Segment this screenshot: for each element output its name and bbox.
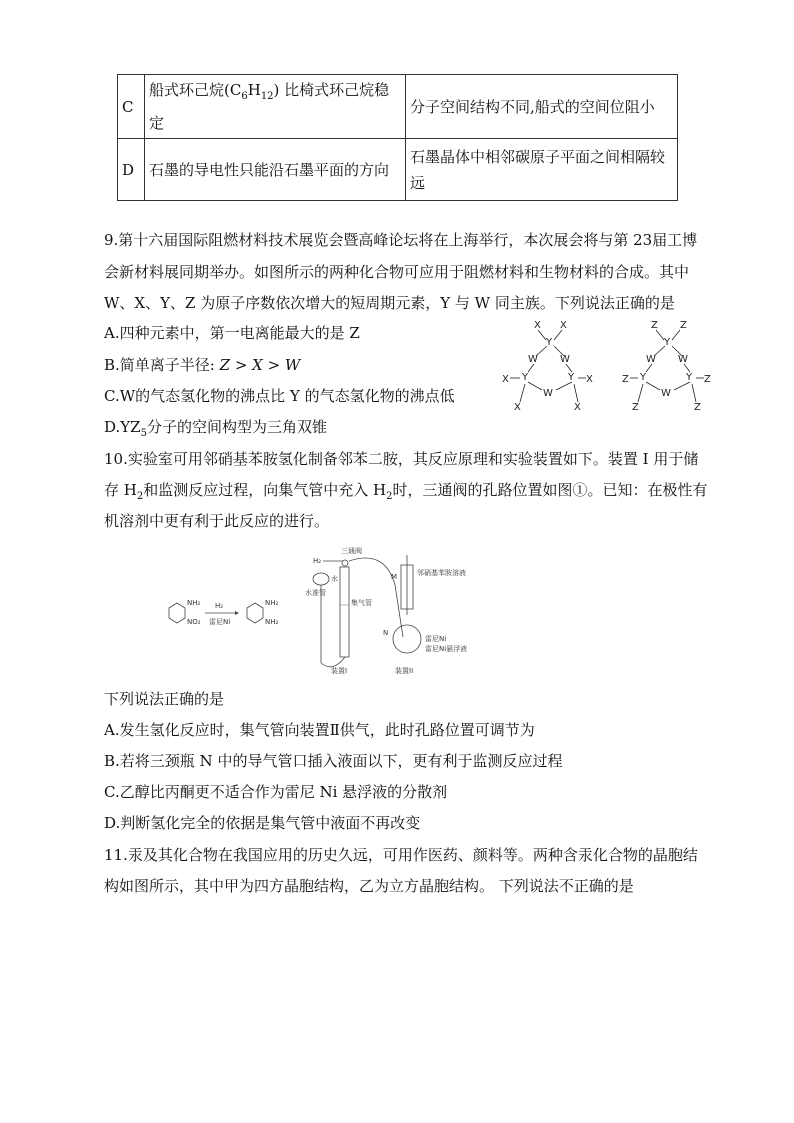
svg-text:雷尼Ni悬浮液: 雷尼Ni悬浮液 <box>425 645 468 653</box>
svg-text:X: X <box>586 374 593 385</box>
svg-text:W: W <box>661 388 671 399</box>
svg-text:水准管: 水准管 <box>305 589 326 597</box>
q11-stem-line: 11.汞及其化合物在我国应用的历史久远，可用作医药、颜料等。两种含汞化合物的晶胞结 <box>104 846 698 864</box>
svg-text:Z: Z <box>622 374 629 385</box>
device-1 <box>305 546 372 675</box>
svg-text:W: W <box>678 354 688 365</box>
svg-text:Y: Y <box>546 337 553 348</box>
q10-stem-line: 存 $H_2$和监测反应过程，向集气管中充入 $H_2$时，三通阀的孔路位置如图①。已知：在极性有 <box>104 481 708 502</box>
svg-text:NH₂: NH₂ <box>187 599 201 607</box>
q10-option-c: C.乙醇比丙酮更不适合作为雷尼 Ni 悬浮液的分散剂 <box>104 783 448 801</box>
svg-text:Y: Y <box>568 372 575 383</box>
svg-text:X: X <box>502 374 509 385</box>
q9-stem-line: 会新材料展同期举办。如图所示的两种化合物可应用于阻燃材料和生物材料的合成。其中 <box>104 263 690 281</box>
q9-option-b: B.简单离子半径: Z > X > W <box>104 356 301 374</box>
q9-option-a: A.四种元素中，第一电离能最大的是 Z <box>104 324 360 342</box>
device-2 <box>349 555 467 675</box>
svg-text:装置II: 装置II <box>395 667 414 675</box>
svg-text:N: N <box>383 629 389 637</box>
reaction-scheme <box>169 599 279 626</box>
svg-text:X: X <box>560 320 567 331</box>
option-key: C <box>118 75 145 139</box>
svg-text:Y: Y <box>664 337 671 348</box>
svg-text:水: 水 <box>331 575 338 583</box>
options-table <box>117 74 678 201</box>
svg-text:W: W <box>646 354 656 365</box>
svg-text:Y: Y <box>686 372 693 383</box>
svg-text:NH₂: NH₂ <box>265 599 279 607</box>
q11-stem-line: 构如图所示，其中甲为四方晶胞结构，乙为立方晶胞结构。 下列说法不正确的是 <box>104 877 634 895</box>
svg-text:Z: Z <box>632 402 639 413</box>
q9-stem-line: W、X、Y、Z 为原子序数依次增大的短周期元素，Y 与 W 同主族。下列说法正确的是 <box>104 294 675 312</box>
svg-text:装置I: 装置I <box>331 667 348 675</box>
molecule-1 <box>502 320 593 413</box>
svg-text:H₂: H₂ <box>215 602 224 610</box>
molecule-2 <box>622 320 711 413</box>
svg-text:X: X <box>574 402 581 413</box>
q10-stem-line: 机溶剂中更有利于此反应的进行。 <box>104 512 330 530</box>
svg-text:NH₂: NH₂ <box>265 618 279 626</box>
svg-text:H₂: H₂ <box>313 557 322 565</box>
q10-apparatus-figure <box>155 545 675 675</box>
option-statement: 船式环己烷$(C_6H_{12})$ 比椅式环己烷稳定 <box>145 75 406 139</box>
svg-text:Y: Y <box>522 372 529 383</box>
svg-text:Z: Z <box>704 374 711 385</box>
svg-text:Z: Z <box>651 320 658 331</box>
table-row <box>118 139 678 201</box>
svg-text:W: W <box>560 354 570 365</box>
q10-option-d: D.判断氢化完全的依据是集气管中液面不再改变 <box>104 814 421 832</box>
option-statement: 石墨的导电性只能沿石墨平面的方向 <box>145 139 406 201</box>
option-key: D <box>118 139 145 201</box>
q10-stem-line: 10.实验室可用邻硝基苯胺氢化制备邻苯二胺，其反应原理和实验装置如下。装置 I 用于储 <box>104 450 699 468</box>
svg-text:NO₂: NO₂ <box>187 618 201 626</box>
q9-structure-figure <box>498 318 718 418</box>
q9-stem-line: 9.第十六届国际阻燃材料技术展览会暨高峰论坛将在上海举行，本次展会将与第 23届工博 <box>104 231 698 249</box>
svg-text:X: X <box>534 320 541 331</box>
svg-text:雷尼Ni: 雷尼Ni <box>209 618 231 626</box>
svg-text:W: W <box>543 388 553 399</box>
svg-text:邻硝基苯胺溶液: 邻硝基苯胺溶液 <box>417 569 466 577</box>
svg-text:M: M <box>391 573 398 581</box>
svg-text:三通阀: 三通阀 <box>341 547 362 555</box>
svg-text:X: X <box>514 402 521 413</box>
svg-text:Z: Z <box>694 402 701 413</box>
option-reason: 分子空间结构不同,船式的空间位阻小 <box>406 75 678 139</box>
svg-text:雷尼Ni: 雷尼Ni <box>425 635 447 643</box>
svg-text:W: W <box>528 354 538 365</box>
svg-text:Z: Z <box>680 320 687 331</box>
q9-option-d: $D.YZ_5$分子的空间构型为三角双锥 <box>104 418 327 439</box>
table-row <box>118 75 678 139</box>
q10-ask: 下列说法正确的是 <box>104 690 225 708</box>
svg-text:集气管: 集气管 <box>351 599 372 607</box>
option-reason: 石墨晶体中相邻碳原子平面之间相隔较远 <box>406 139 678 201</box>
q9-option-c: C.W的气态氢化物的沸点比 Y 的气态氢化物的沸点低 <box>104 387 455 405</box>
q10-option-b: B.若将三颈瓶 N 中的导气管口插入液面以下，更有利于监测反应过程 <box>104 752 563 770</box>
q10-option-a: A.发生氢化反应时，集气管向装置Ⅱ供气，此时孔路位置可调节为 <box>104 721 535 739</box>
svg-text:Y: Y <box>640 372 647 383</box>
